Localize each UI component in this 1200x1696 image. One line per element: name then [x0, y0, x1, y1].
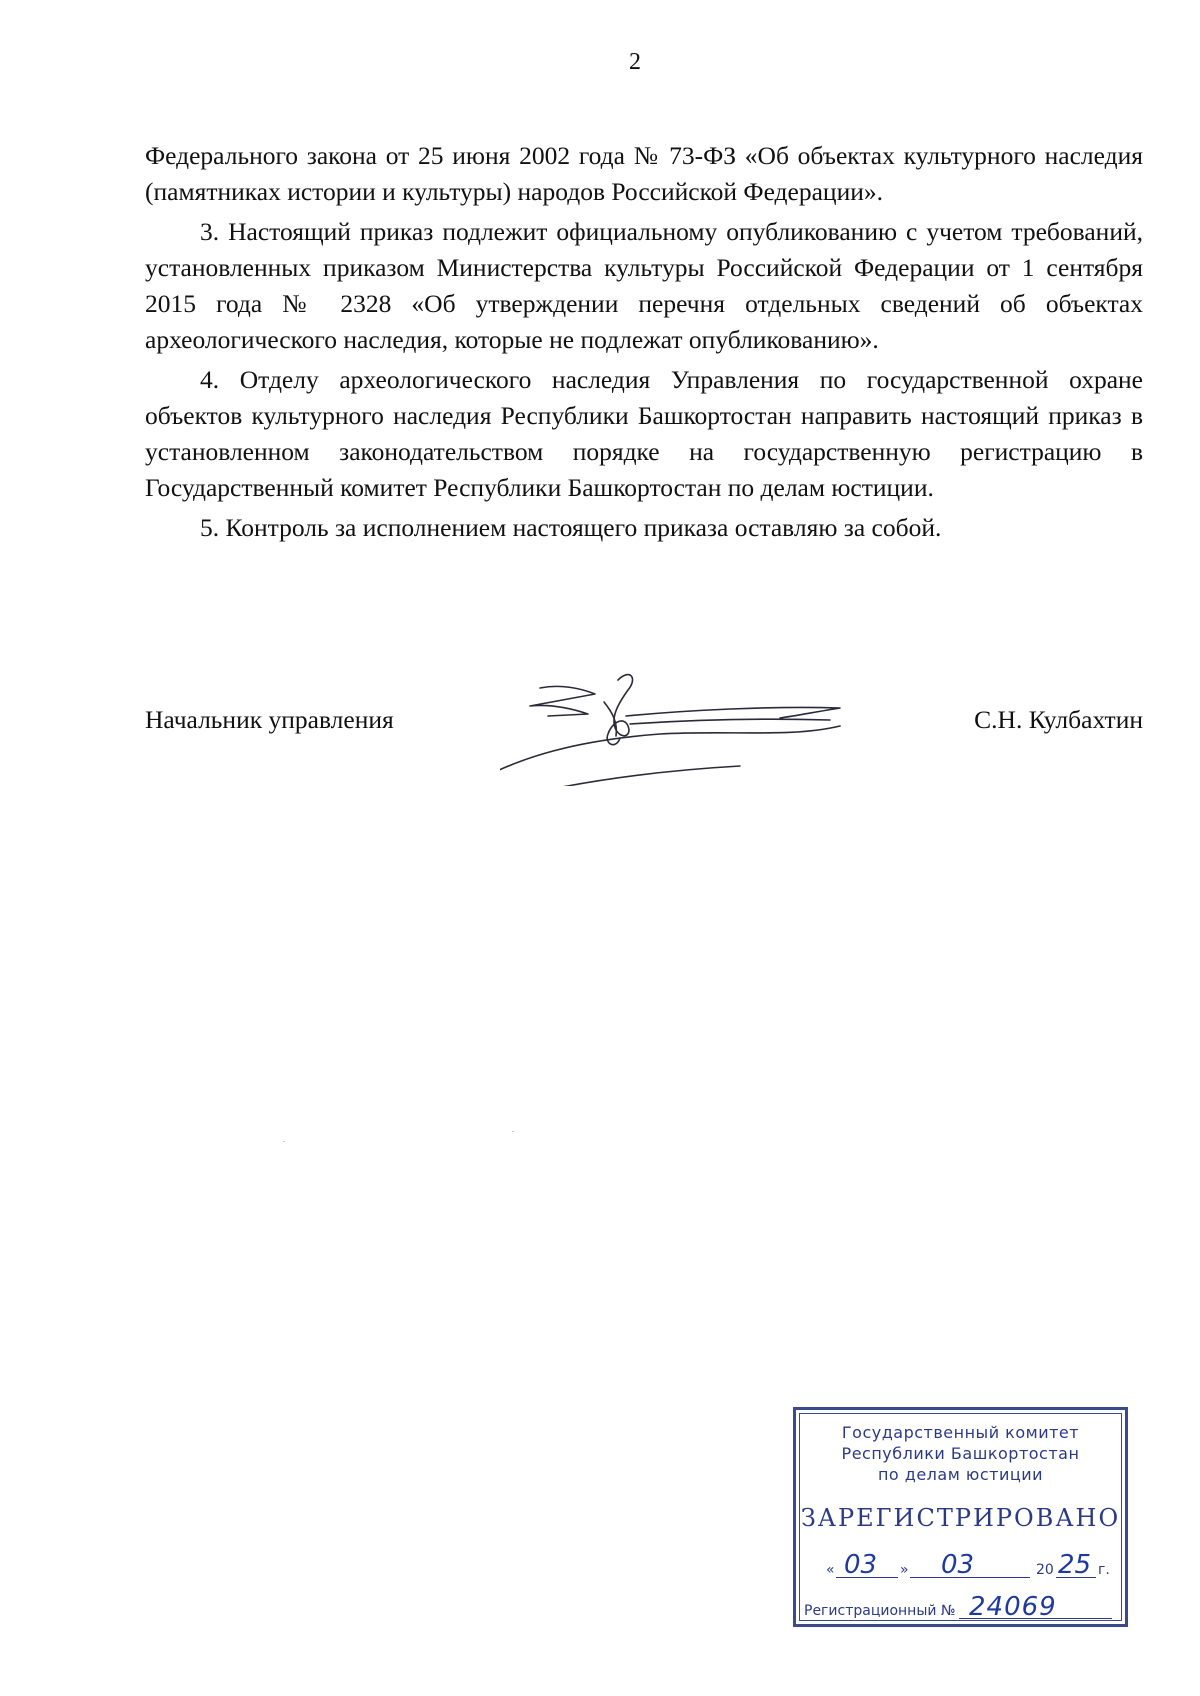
stamp-authority-line-1: Государственный комитет — [841, 1423, 1080, 1442]
stamp-reg-number: 24069 — [969, 1592, 1057, 1622]
signer-position: Начальник управления — [145, 705, 394, 734]
paragraph-4: 4. Отделу археологического наследия Управления по государственной охране объектов культурного наследия Республики Башкортостан направить настоящий приказ в установленном законодательством порядке на государственную регистрацию в Государственный комитет Республики Башкортостан по делам юстиции. — [145, 365, 1143, 502]
stamp-year-prefix: 20 — [1036, 1562, 1054, 1578]
scan-speck — [512, 1131, 514, 1132]
registration-stamp — [793, 1407, 1128, 1627]
stamp-quote-open: « — [826, 1562, 835, 1578]
signer-name: С.Н. Кулбахтин — [974, 705, 1143, 734]
handwritten-signature — [500, 666, 930, 786]
paragraph-3: 3. Настоящий приказ подлежит официальному опубликованию с учетом требований, установленных приказом Министерства культуры Российской Федерации от 1 сентября 2015 года № 2328 «Об утверждении перечня отдельных сведений об объектах археологического наследия, которые не подлежат опубликованию». — [145, 217, 1143, 354]
stamp-year-suffix: 25 — [1058, 1550, 1092, 1580]
stamp-month: 03 — [941, 1550, 975, 1580]
page-number: 2 — [629, 49, 641, 75]
stamp-year-unit: г. — [1098, 1562, 1110, 1578]
stamp-registration-date — [826, 1550, 1116, 1580]
stamp-day: 03 — [844, 1550, 878, 1580]
stamp-quote-close: » — [900, 1562, 909, 1578]
paragraph-5: 5. Контроль за исполнением настоящего приказа оставляю за собой. — [200, 513, 942, 542]
stamp-registration-number — [804, 1594, 1122, 1622]
stamp-registered-label: ЗАРЕГИСТРИРОВАНО — [800, 1504, 1121, 1532]
stamp-authority-line-2: Республики Башкортостан — [841, 1444, 1080, 1463]
stamp-authority-line-3: по делам юстиции — [877, 1465, 1044, 1484]
paragraph-continuation: Федерального закона от 25 июня 2002 года № 73-ФЗ «Об объектах культурного наследия (памятниках истории и культуры) народов Российской Федерации». — [145, 141, 1143, 206]
document-body — [145, 138, 1143, 546]
scan-speck — [283, 1141, 285, 1142]
stamp-reg-label: Регистрационный № — [804, 1603, 956, 1619]
